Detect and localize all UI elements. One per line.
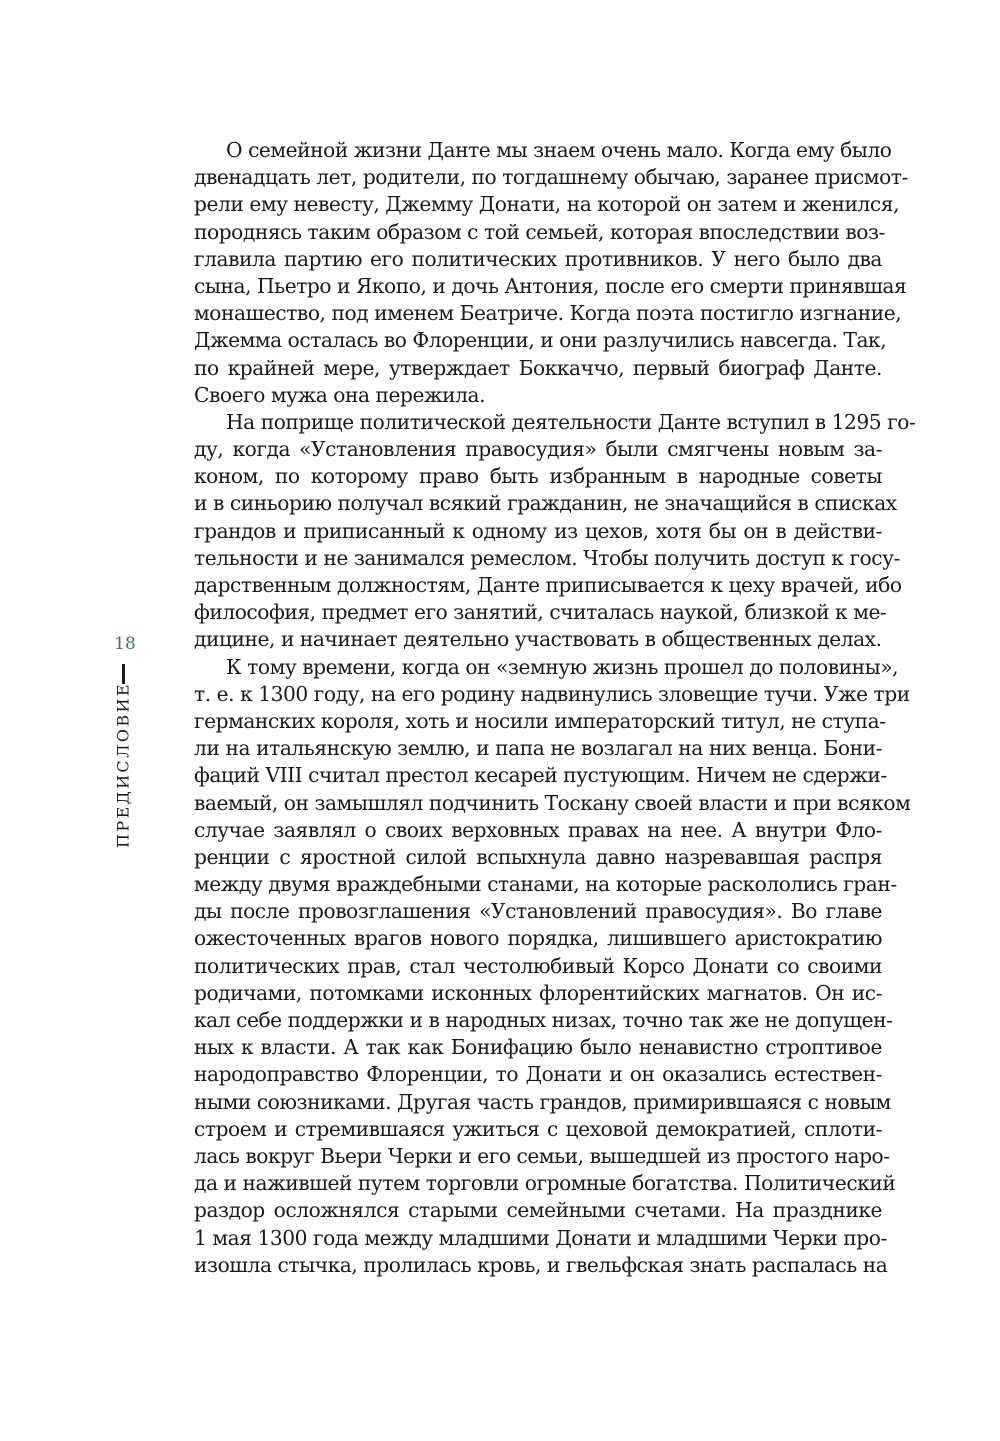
body-text [194, 137, 916, 1279]
text-line: родичами, потомками исконных флорентийских магнатов. Он ис- [194, 980, 882, 1005]
text-line: главила партию его политических противников. У него было два [194, 246, 882, 271]
text-line: тельности и не занимался ремеслом. Чтобы получить доступ к госу- [194, 545, 900, 570]
text-line: К тому времени, когда он «земную жизнь прошел до половины», [226, 654, 899, 679]
text-line: О семейной жизни Данте мы знаем очень мало. Когда ему было [226, 138, 892, 162]
text-line: лась вокруг Вьери Черки и его семьи, вышедшей из простого наро- [194, 1143, 890, 1168]
text-line: ными союзниками. Другая часть грандов, примирившаяся с новым [194, 1089, 891, 1114]
text-line: изошла стычка, пролилась кровь, и гвельфская знать распалась на [194, 1252, 888, 1277]
text-line: дицине, и начинает деятельно участвовать в общественных делах. [194, 627, 882, 652]
text-line: т. е. к 1300 году, на его родину надвинулись зловещие тучи. Уже три [194, 681, 910, 706]
text-line: ду, когда «Установления правосудия» были смягчены новым за- [194, 437, 882, 462]
text-line: На поприще политической деятельности Данте вступил в 1295 го- [226, 409, 916, 434]
paragraph [194, 137, 908, 409]
text-line: ных к власти. А так как Бонифацию было ненавистно строптивое [194, 1035, 882, 1060]
text-line: да и нажившей путем торговли огромные богатства. Политический [194, 1171, 896, 1196]
text-line: философия, предмет его занятий, считалась наукой, близкой к ме- [194, 600, 887, 625]
text-line: монашество, под именем Беатриче. Когда поэта постигло изгнание, [194, 301, 902, 326]
paragraph [194, 654, 911, 1279]
text-line: между двумя враждебными станами, на которые раскололись гран- [194, 872, 897, 897]
text-line: политических прав, стал честолюбивый Корсо Донати со своими [194, 953, 882, 978]
text-line: кал себе поддержки и в народных низах, точно так же не допущен- [194, 1008, 893, 1032]
text-line: породнясь таким образом с той семьей, которая впоследствии воз- [194, 219, 885, 244]
text-line: ожесточенных врагов нового порядка, лишившего аристократию [194, 926, 882, 951]
text-line: раздор осложнялся старыми семейными счетами. На празднике [194, 1198, 882, 1223]
text-line: Своего мужа она пережила. [194, 382, 486, 407]
text-line: рели ему невесту, Джемму Донати, на которой он затем и женился, [194, 192, 900, 217]
page-number: 18 [114, 634, 136, 654]
text-line: грандов и приписанный к одному из цехов, хотя бы он в действи- [194, 518, 882, 543]
text-line: случае заявлял о своих верховных правах на нее. А внутри Фло- [194, 817, 882, 842]
text-line: строем и стремившаяся ужиться с цеховой демократией, сплоти- [194, 1116, 882, 1141]
text-line: фаций VIII считал престол кесарей пустующим. Ничем не сдержи- [194, 763, 887, 788]
text-line: ваемый, он замышлял подчинить Тоскану своей власти и при всяком [194, 790, 911, 815]
paragraph [194, 409, 916, 654]
text-line: по крайней мере, утверждает Боккаччо, первый биограф Данте. [194, 355, 882, 380]
folio-divider [122, 664, 125, 684]
running-head: ПРЕДИСЛОВИЕ [113, 682, 133, 848]
text-line: народоправство Флоренции, то Донати и он оказались естествен- [194, 1062, 882, 1087]
text-line: 1 мая 1300 года между младшими Донати и младшими Черки про- [194, 1225, 887, 1250]
text-line: ли на итальянскую землю, и папа не возлагал на них венца. Бони- [194, 736, 882, 761]
text-line: двенадцать лет, родители, по тогдашнему обычаю, заранее присмот- [194, 165, 908, 190]
text-line: ренции с яростной силой вспыхнула давно назревавшая распря [194, 844, 882, 869]
text-line: дарственным должностям, Данте приписывается к цеху врачей, ибо [194, 573, 902, 597]
text-line: сына, Пьетро и Якопо, и дочь Антония, после его смерти принявшая [194, 273, 907, 298]
text-line: Джемма осталась во Флоренции, и они разлучились навсегда. Так, [194, 328, 887, 353]
text-line: и в синьорию получал всякий гражданин, не значащийся в списках [194, 491, 897, 516]
text-line: германских короля, хоть и носили императорский титул, не ступа- [194, 708, 886, 733]
text-line: ды после провозглашения «Установлений правосудия». Во главе [194, 899, 882, 924]
text-line: коном, по которому право быть избранным в народные советы [194, 464, 882, 489]
